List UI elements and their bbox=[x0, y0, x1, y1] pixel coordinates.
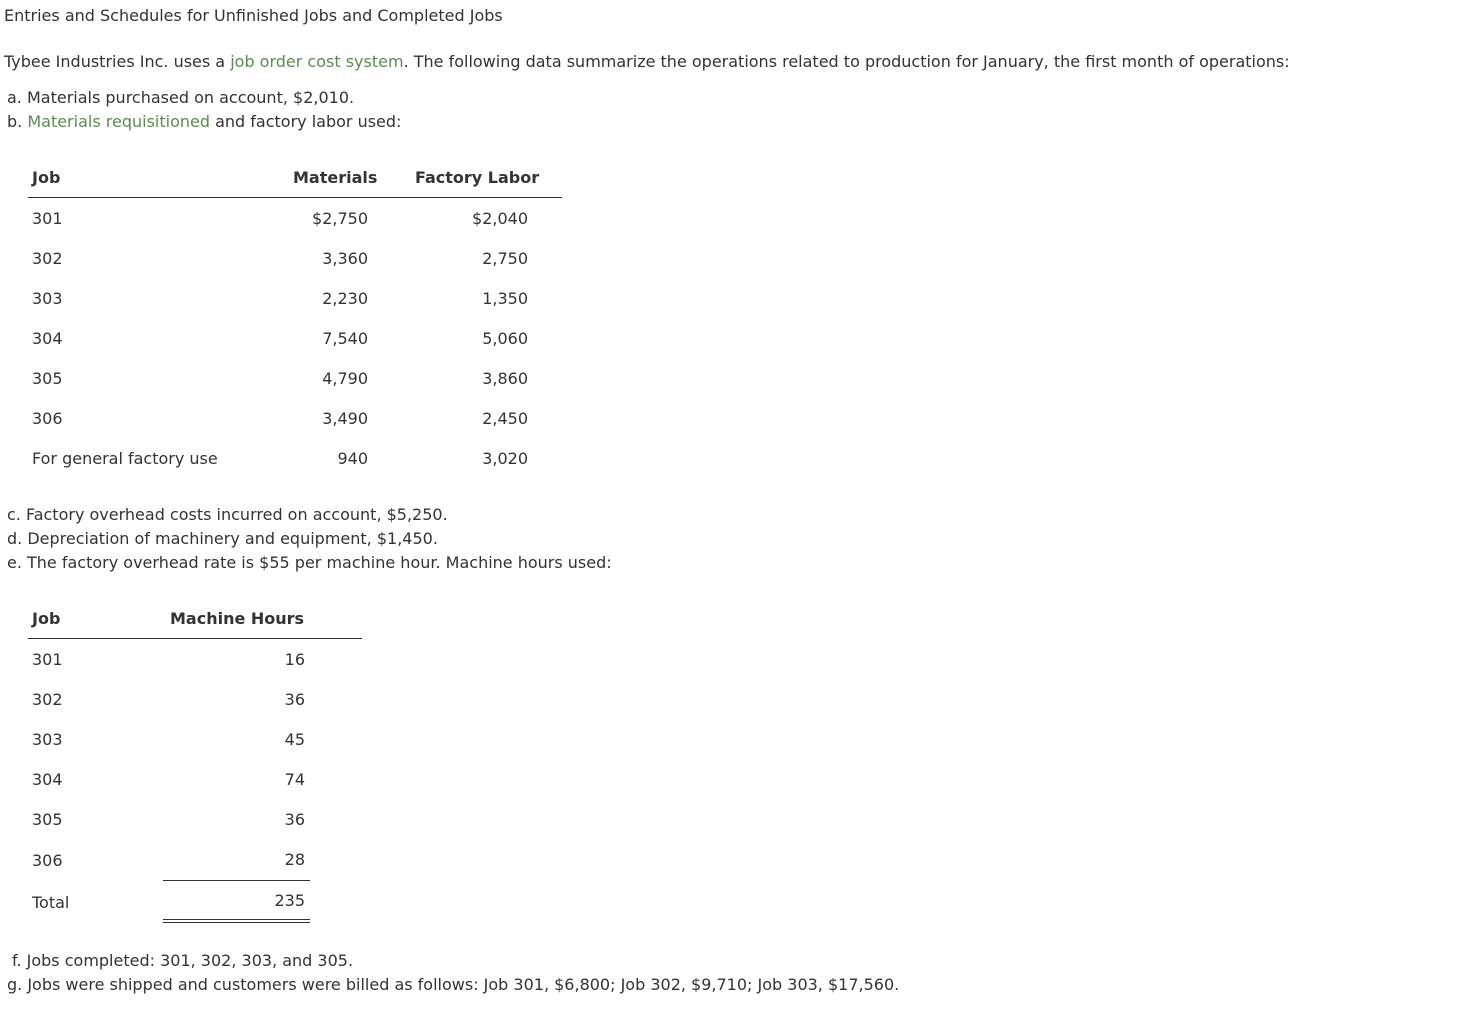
table-cell-labor: 1,350 bbox=[482, 289, 528, 308]
total-row-label: Total bbox=[32, 893, 70, 912]
table-cell-hours: 36 bbox=[284, 690, 305, 709]
table-cell-labor: 3,860 bbox=[482, 369, 528, 388]
table1-header-rule bbox=[28, 197, 562, 198]
table-cell-labor: 5,060 bbox=[482, 329, 528, 348]
table2-header-hours: Machine Hours bbox=[170, 609, 305, 628]
page-title: Entries and Schedules for Unfinished Jobs and Completed Jobs bbox=[4, 6, 503, 25]
materials-requisitioned-link[interactable]: Materials requisitioned bbox=[27, 112, 210, 131]
table-row: 301 bbox=[32, 650, 63, 669]
table-cell-materials: 2,230 bbox=[322, 289, 368, 308]
job-order-cost-system-link[interactable]: job order cost system bbox=[230, 52, 404, 71]
table-cell-hours: 45 bbox=[284, 730, 305, 749]
item-g: g. Jobs were shipped and customers were billed as follows: Job 301, $6,800; Job 302, $9,710; Job 303, $17,560. bbox=[7, 975, 900, 994]
table-row: 303 bbox=[32, 730, 63, 749]
subtotal-rule bbox=[163, 880, 310, 881]
item-b-prefix: b. bbox=[7, 112, 28, 131]
table-cell-hours: 16 bbox=[284, 650, 305, 669]
table-row: 302 bbox=[32, 249, 63, 268]
table-row: 303 bbox=[32, 289, 63, 308]
item-d: d. Depreciation of machinery and equipment, $1,450. bbox=[7, 529, 438, 548]
total-hours-value: 235 bbox=[274, 891, 305, 910]
table-cell-materials: $2,750 bbox=[312, 209, 368, 228]
table-row: 302 bbox=[32, 690, 63, 709]
table-cell-labor: 2,450 bbox=[482, 409, 528, 428]
table1-header-job: Job bbox=[32, 168, 61, 187]
table-cell-materials: 4,790 bbox=[322, 369, 368, 388]
item-a: a. Materials purchased on account, $2,010. bbox=[7, 88, 355, 107]
table1-header-labor: Factory Labor bbox=[415, 168, 540, 187]
total-double-rule-bottom bbox=[163, 922, 310, 923]
total-double-rule-top bbox=[163, 919, 310, 920]
table-cell-hours: 28 bbox=[284, 850, 305, 869]
item-b-suffix: and factory labor used: bbox=[210, 112, 402, 131]
table2-header-rule bbox=[28, 638, 362, 639]
table-row: 306 bbox=[32, 851, 63, 870]
table-cell-materials: 3,490 bbox=[322, 409, 368, 428]
table-row: 306 bbox=[32, 409, 63, 428]
table-cell-materials: 940 bbox=[337, 449, 368, 468]
table1-header-materials: Materials bbox=[293, 168, 378, 187]
table-row: 305 bbox=[32, 369, 63, 388]
item-c: c. Factory overhead costs incurred on account, $5,250. bbox=[7, 505, 448, 524]
table-cell-materials: 7,540 bbox=[322, 329, 368, 348]
item-e: e. The factory overhead rate is $55 per machine hour. Machine hours used: bbox=[7, 553, 612, 572]
table-cell-labor: 2,750 bbox=[482, 249, 528, 268]
table-row: 301 bbox=[32, 209, 63, 228]
table-cell-hours: 36 bbox=[284, 810, 305, 829]
intro-text-after: . The following data summarize the operations related to production for January, the first month of operations: bbox=[403, 52, 1290, 71]
item-b bbox=[7, 112, 401, 131]
table-cell-labor: $2,040 bbox=[472, 209, 528, 228]
table-row: 304 bbox=[32, 329, 63, 348]
table2-header-job: Job bbox=[32, 609, 61, 628]
table-cell-hours: 74 bbox=[284, 770, 305, 789]
table-row: 304 bbox=[32, 770, 63, 789]
table-cell-labor: 3,020 bbox=[482, 449, 528, 468]
intro-paragraph bbox=[4, 52, 1290, 71]
table-row: For general factory use bbox=[32, 449, 218, 468]
intro-text-before: Tybee Industries Inc. uses a bbox=[4, 52, 231, 71]
table-cell-materials: 3,360 bbox=[322, 249, 368, 268]
table-row: 305 bbox=[32, 810, 63, 829]
item-f: f. Jobs completed: 301, 302, 303, and 305. bbox=[12, 951, 354, 970]
